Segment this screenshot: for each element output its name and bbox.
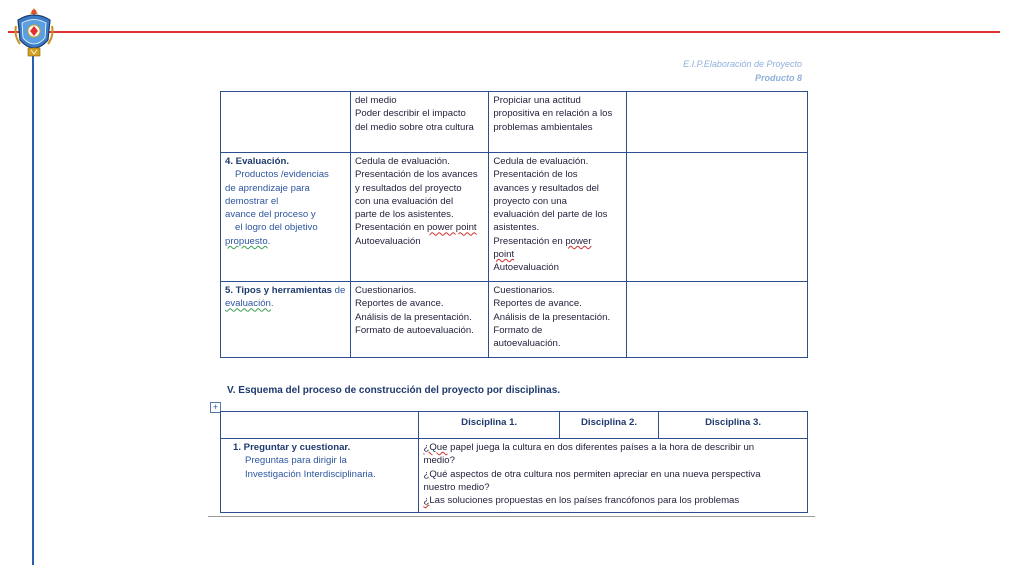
table-cell[interactable] bbox=[221, 92, 351, 153]
column-header[interactable]: Disciplina 1. bbox=[419, 412, 559, 439]
table-cell[interactable] bbox=[626, 153, 807, 282]
cell-line: Cuestionarios. bbox=[493, 285, 555, 296]
header-project-title: E.I.P.Elaboración de Proyecto bbox=[683, 59, 802, 69]
cell-line: Autoevaluación bbox=[354, 235, 421, 247]
cell-line: y resultados del proyecto bbox=[354, 182, 462, 194]
evaluation-table bbox=[220, 91, 808, 358]
cell-line: Presentación de los bbox=[493, 169, 578, 181]
text-fragment: papel juega la cultura en dos diferentes países a la hora de describir un bbox=[447, 442, 755, 453]
cell-line: Autoevaluación bbox=[493, 262, 559, 274]
cell-line: Análisis de la presentación. bbox=[493, 311, 611, 323]
spelling-flagged-word: point bbox=[493, 249, 515, 261]
cell-line: Análisis de la presentación. bbox=[354, 311, 472, 323]
grammar-flagged-word: propuesto bbox=[225, 235, 268, 247]
cell-line: asistentes. bbox=[493, 222, 540, 234]
row-label-text: avance del proceso y bbox=[225, 209, 316, 221]
table-cell[interactable] bbox=[419, 439, 808, 513]
table-move-handle-icon[interactable]: + bbox=[210, 402, 221, 413]
cell-line: proyecto con una bbox=[493, 195, 567, 207]
spelling-flagged-word: ¿ bbox=[423, 468, 430, 480]
table-cell[interactable] bbox=[350, 282, 488, 358]
text-fragment: Qué aspectos de otra cultura nos permiten apreciar en una nueva perspectiva bbox=[429, 468, 761, 480]
text-fragment: Presentación en bbox=[493, 235, 566, 247]
cell-line: Reportes de avance. bbox=[493, 298, 582, 310]
institution-crest-icon bbox=[12, 6, 56, 60]
question-line bbox=[423, 441, 803, 454]
table-cell[interactable] bbox=[489, 92, 626, 153]
table-row bbox=[221, 153, 808, 282]
table-cell[interactable] bbox=[221, 412, 419, 439]
page-bottom-rule bbox=[208, 516, 815, 517]
cell-line: propositiva en relación a los bbox=[493, 108, 613, 120]
question-line: medio? bbox=[423, 455, 455, 467]
section-heading: V. Esquema del proceso de construcción del proyecto por disciplinas. bbox=[227, 385, 561, 396]
column-header[interactable]: Disciplina 3. bbox=[659, 412, 808, 439]
cell-line: Cedula de evaluación. bbox=[354, 156, 450, 167]
row-label-text bbox=[225, 297, 346, 310]
cell-line: Poder describir el impacto bbox=[354, 108, 466, 120]
table-row bbox=[221, 92, 808, 153]
cell-line bbox=[355, 221, 484, 234]
cell-line: autoevaluación. bbox=[493, 338, 561, 350]
text-fragment: de bbox=[332, 285, 346, 296]
table-cell[interactable] bbox=[221, 282, 351, 358]
row-label-text: demostrar el bbox=[225, 195, 279, 207]
row-label-title: 1. Preguntar y cuestionar. bbox=[233, 442, 351, 453]
cell-line: Presentación de los avances bbox=[354, 169, 478, 181]
cell-line bbox=[493, 248, 621, 261]
spelling-flagged-word: ¿Que bbox=[423, 442, 448, 453]
punctuation: . bbox=[270, 298, 274, 310]
spelling-flagged-word: power point bbox=[426, 222, 477, 234]
cell-line: Formato de bbox=[493, 324, 543, 336]
row-label-title: 4. Evaluación. bbox=[225, 156, 289, 167]
cell-line: avances y resultados del bbox=[493, 182, 599, 194]
table-header-row bbox=[221, 412, 808, 439]
table-cell[interactable] bbox=[221, 439, 419, 513]
text-fragment: Las soluciones propuestas en los países francófonos para los problemas bbox=[429, 495, 740, 507]
top-red-rule bbox=[8, 31, 1000, 33]
table-row bbox=[221, 439, 808, 513]
row-label-text: Preguntas para dirigir la bbox=[245, 455, 347, 467]
cell-line: Cuestionarios. bbox=[354, 285, 417, 296]
table-cell[interactable] bbox=[489, 282, 626, 358]
cell-line: Reportes de avance. bbox=[354, 298, 444, 310]
cell-line: del medio bbox=[354, 95, 397, 106]
text-fragment: Presentación en bbox=[354, 222, 427, 234]
table-cell[interactable] bbox=[626, 282, 807, 358]
table-cell[interactable] bbox=[350, 92, 488, 153]
spelling-flagged-word: ¿ bbox=[423, 495, 430, 507]
column-header[interactable]: Disciplina 2. bbox=[559, 412, 658, 439]
punctuation: . bbox=[267, 235, 271, 247]
question-line: nuestro medio? bbox=[423, 481, 490, 493]
table-cell[interactable] bbox=[350, 153, 488, 282]
row-label-text bbox=[225, 235, 346, 248]
spelling-flagged-word: power bbox=[565, 235, 592, 247]
cell-line: con una evaluación del bbox=[354, 195, 454, 207]
table-cell[interactable] bbox=[626, 92, 807, 153]
row-label-text bbox=[225, 284, 346, 297]
table-cell[interactable] bbox=[221, 153, 351, 282]
cell-line: parte de los asistentes. bbox=[354, 209, 454, 221]
cell-line: del medio sobre otra cultura bbox=[354, 121, 474, 133]
cell-line: evaluación del parte de los bbox=[493, 209, 608, 221]
row-label-text: Investigación Interdisciplinaria. bbox=[245, 468, 376, 480]
row-label-text: Productos /evidencias bbox=[235, 169, 329, 181]
left-blue-rule bbox=[32, 20, 34, 565]
grammar-flagged-word: evaluación bbox=[225, 298, 271, 310]
row-label-text: de aprendizaje para bbox=[225, 182, 310, 194]
question-line bbox=[423, 494, 803, 507]
table-cell[interactable] bbox=[489, 153, 626, 282]
cell-line: Formato de autoevaluación. bbox=[354, 324, 474, 336]
header-product-label: Producto 8 bbox=[754, 73, 802, 83]
cell-line bbox=[493, 235, 621, 248]
question-line bbox=[423, 468, 803, 481]
row-label-title: 5. Tipos y herramientas bbox=[225, 285, 332, 296]
cell-line: problemas ambientales bbox=[493, 121, 593, 133]
table-row bbox=[221, 282, 808, 358]
disciplines-table bbox=[220, 411, 808, 513]
row-label-text: el logro del objetivo bbox=[235, 222, 318, 234]
cell-line: Propiciar una actitud bbox=[493, 95, 581, 106]
cell-line: Cedula de evaluación. bbox=[493, 156, 589, 167]
